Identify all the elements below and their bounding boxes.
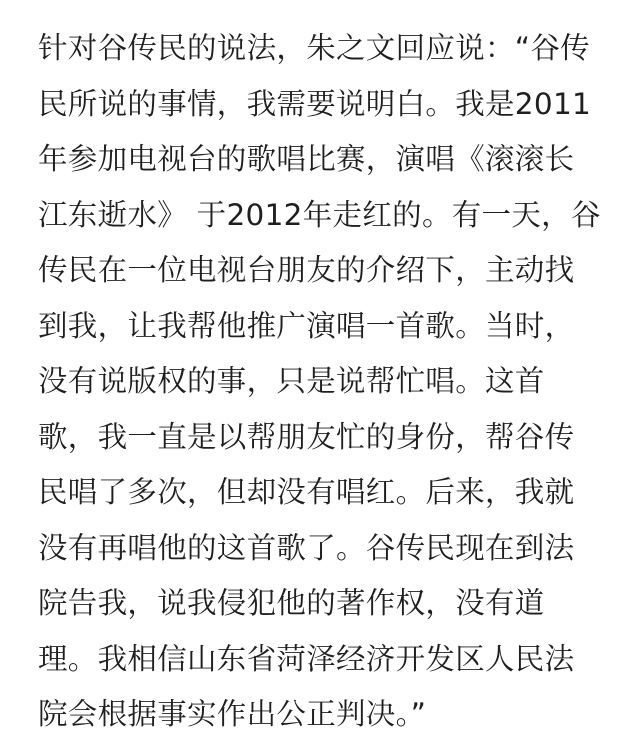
article-paragraph [38,21,612,743]
text-line-12: 理。我相信山东省菏泽经济开发区人民法 [38,641,575,676]
text-line-9: 民唱了多次，但却没有唱红。后来，我就 [38,475,575,509]
text-line-1: 针对谷传民的说法，朱之文回应说：“谷传 [38,31,590,65]
text-line-7: 没有说版权的事，只是说帮忙唱。这首 [38,364,545,398]
text-line-10: 没有再唱他的这首歌了。谷传民现在到法 [38,530,575,565]
text-line-11: 院告我，说我侵犯他的著作权，没有道 [38,586,545,620]
text-line-5: 传民在一位电视台朋友的介绍下，主动找 [38,253,575,287]
text-line-8: 歌，我一直是以帮朋友忙的身份，帮谷传 [38,419,575,454]
text-line-3: 年参加电视台的歌唱比赛，演唱《滚滚长 [38,142,575,176]
text-line-13: 院会根据事实作出公正判决。” [38,697,427,731]
text-line-6: 到我，让我帮他推广演唱一首歌。当时， [38,308,575,343]
text-line-2: 民所说的事情，我需要说明白。我是2011 [38,86,592,121]
text-line-4: 江东逝水》 于2012年走红的。有一天，谷 [38,197,601,232]
